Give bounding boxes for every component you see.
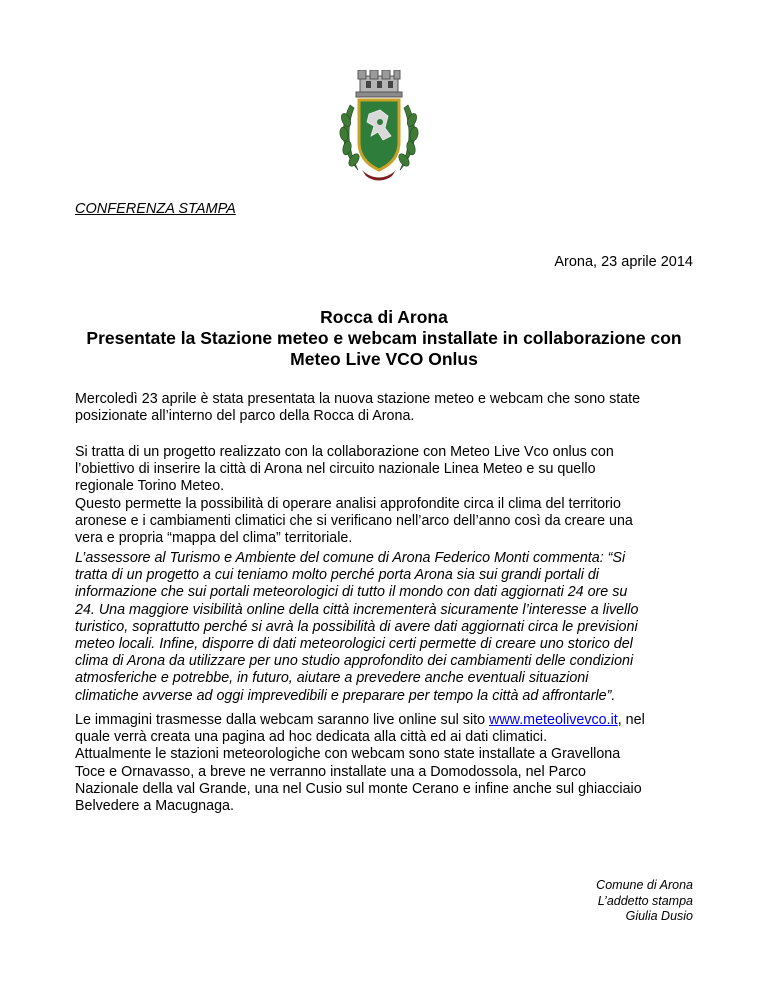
quote-line: L’assessore al Turismo e Ambiente del comune di Arona Federico Monti commenta: “Si xyxy=(75,550,626,566)
paragraph-line: l’obiettivo di inserire la città di Arona nel circuito nazionale Linea Meteo e su quello xyxy=(75,461,596,478)
headline xyxy=(60,307,708,370)
paragraph-quote xyxy=(75,550,699,705)
quote-line: turistico, soprattutto perché si avrà la possibilità di avere dati aggiornati circa le previsioni xyxy=(75,618,638,635)
headline-line: Rocca di Arona xyxy=(320,307,448,327)
quote-line: 24. Una maggiore visibilità online della città incrementerà sicuramente l’interesse a livello xyxy=(75,601,639,618)
paragraph-line: Nazionale della val Grande, una nel Cusio sul monte Cerano e infine anche sul ghiacciaio xyxy=(75,780,642,797)
dateline: Arona, 23 aprile 2014 xyxy=(554,254,693,270)
crown xyxy=(356,70,402,97)
paragraph-line: Questo permette la possibilità di operare analisi approfondite circa il clima del territorio xyxy=(75,495,621,512)
paragraph-line: quale verrà creata una pagina ad hoc dedicata alla città ed ai dati climatici. xyxy=(75,729,548,746)
shield xyxy=(359,100,399,170)
paragraph-line: Toce e Ornavasso, a breve ne verranno installate una a Domodossola, nel Parco xyxy=(75,763,587,780)
quote-line: informazione che sui portali meteorologici di tutto il mondo con dati aggiornati 24 ore su xyxy=(75,584,628,601)
signature-line: L’addetto stampa xyxy=(597,893,693,908)
paragraph-webcam xyxy=(75,712,699,815)
quote-line: climatiche avverse ad oggi imprevedibili e preparare per tempo la città ad affrontarle”. xyxy=(75,687,616,704)
paragraph-line: Belvedere a Macugnaga. xyxy=(75,798,234,815)
quote-line: tratta di un progetto a cui teniamo molto perché porta Arona sia sui grandi portali di xyxy=(75,567,599,584)
paragraph-line: vera e propria “mappa del clima” territoriale. xyxy=(75,530,353,547)
paragraph-project xyxy=(75,444,699,547)
paragraph-line xyxy=(75,712,699,729)
quote-line: atmosferiche e potrebbe, in futuro, aiutare a prevedere anche eventuali situazioni xyxy=(75,670,589,687)
paragraph-intro xyxy=(75,391,699,425)
text-segment: Le immagini trasmesse dalla webcam saranno live online sul sito xyxy=(75,712,490,728)
quote-line: clima di Arona da utilizzare per uno studio approfondito dei cambiamenti delle condizioni xyxy=(75,653,634,670)
paragraph-line: regionale Torino Meteo. xyxy=(75,478,225,495)
paragraph-line: Attualmente le stazioni meteorologiche con webcam sono state installate a Gravellona xyxy=(75,746,621,763)
headline-line: Meteo Live VCO Onlus xyxy=(290,349,478,369)
paragraph-line: aronese e i cambiamenti climatici che si verificano nell’arco dell’anno così da creare una xyxy=(75,512,633,529)
paragraph-line: posizionate all’interno del parco della Rocca di Arona. xyxy=(75,408,415,425)
paragraph-line: Si tratta di un progetto realizzato con la collaborazione con Meteo Live Vco onlus con xyxy=(75,444,614,460)
headline-line: Presentate la Stazione meteo e webcam installate in collaborazione con xyxy=(86,328,682,348)
meteolivevco-link[interactable]: www.meteolivevco.it xyxy=(489,712,618,728)
paragraph-line: Mercoledì 23 aprile è stata presentata la nuova stazione meteo e webcam che sono state xyxy=(75,391,641,407)
signature-line: Comune di Arona xyxy=(596,878,693,892)
coat-of-arms-icon xyxy=(336,70,422,184)
signature-line: Giulia Dusio xyxy=(625,909,693,923)
press-conference-label: CONFERENZA STAMPA xyxy=(75,201,236,217)
text-segment: , nel xyxy=(617,712,645,728)
signature-block xyxy=(596,878,693,925)
quote-line: meteo locali. Infine, disporre di dati meteorologici certi permette di creare uno storico del xyxy=(75,636,633,653)
